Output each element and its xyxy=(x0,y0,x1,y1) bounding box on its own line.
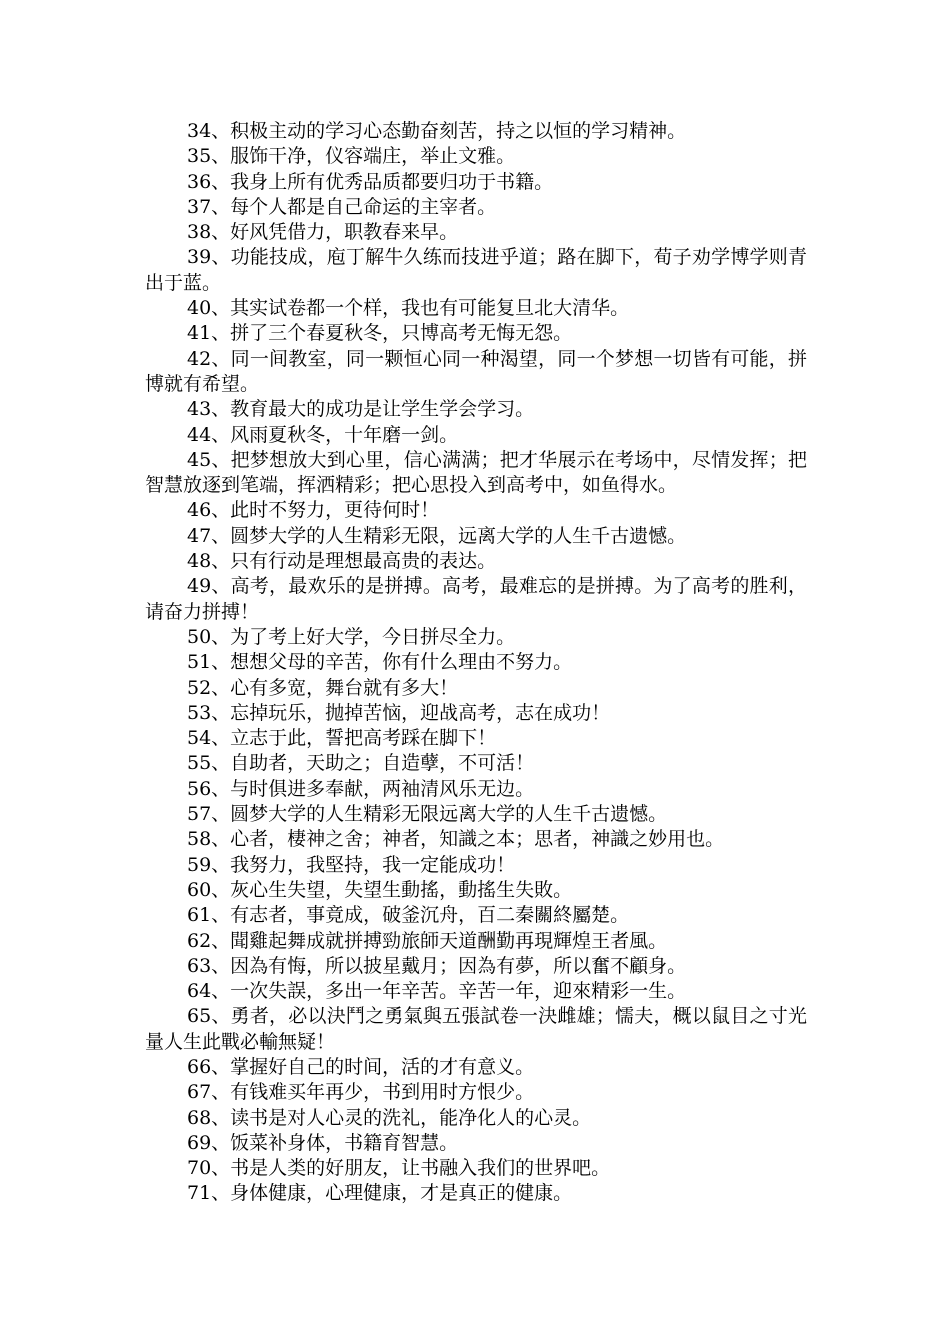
list-item: 45、把梦想放大到心里，信心满满；把才华展示在考场中，尽情发挥；把智慧放逐到笔端，挥洒精彩；把心思投入到高考中，如鱼得水。 xyxy=(145,448,807,497)
list-item: 40、其实试卷都一个样，我也有可能复旦北大清华。 xyxy=(187,297,630,320)
document-body xyxy=(145,119,807,1207)
list-item: 42、同一间教室，同一颗恒心同一种渴望，同一个梦想一切皆有可能，拼博就有希望。 xyxy=(145,347,807,395)
list-item: 35、服饰干净，仪容端庄，举止文雅。 xyxy=(187,145,516,168)
list-item: 43、教育最大的成功是让学生学会学习。 xyxy=(187,398,535,421)
list-item: 36、我身上所有优秀品质都要归功于书籍。 xyxy=(187,170,554,193)
list-item: 59、我努力，我堅持，我一定能成功！ xyxy=(187,853,516,876)
list-item: 56、与时俱进多奉献，两袖清风乐无边。 xyxy=(187,777,535,800)
list-item: 61、有志者，事竟成，破釜沉舟，百二秦關終屬楚。 xyxy=(187,904,630,927)
list-item: 52、心有多宽，舞台就有多大！ xyxy=(187,676,459,699)
list-item: 54、立志于此，誓把高考踩在脚下！ xyxy=(187,727,497,750)
list-item: 58、心者，棲神之舍；神者，知識之本；思者，神識之妙用也。 xyxy=(187,828,725,851)
list-item: 60、灰心生失望，失望生動搖，動搖生失敗。 xyxy=(187,878,573,901)
list-item: 65、勇者，必以決鬥之勇氣與五張試卷一決雌雄；懦夫，概以鼠目之寸光量人生此戰必輸無疑！ xyxy=(145,1005,807,1053)
list-item: 62、聞雞起舞成就拼搏勁旅師天道酬勤再現輝煌王者風。 xyxy=(187,929,668,952)
list-item: 38、好风凭借力，职教春来早。 xyxy=(187,221,459,244)
list-item: 50、为了考上好大学，今日拼尽全力。 xyxy=(187,625,516,648)
list-item: 71、身体健康，心理健康，才是真正的健康。 xyxy=(187,1182,573,1205)
list-item: 68、读书是对人心灵的洗礼，能净化人的心灵。 xyxy=(187,1106,592,1129)
list-item: 49、高考，最欢乐的是拼搏。高考，最难忘的是拼搏。为了高考的胜利，请奋力拼搏！ xyxy=(145,575,807,623)
list-item: 39、功能技成，庖丁解牛久练而技进乎道；路在脚下，荀子劝学博学则青出于蓝。 xyxy=(145,246,807,294)
list-item: 70、书是人类的好朋友，让书融入我们的世界吧。 xyxy=(187,1157,611,1180)
list-item: 48、只有行动是理想最高贵的表达。 xyxy=(187,550,497,573)
list-item: 69、饭菜补身体，书籍育智慧。 xyxy=(187,1131,459,1154)
list-item: 53、忘掉玩乐，抛掉苦恼，迎战高考，志在成功！ xyxy=(187,701,611,724)
list-item: 57、圆梦大学的人生精彩无限远离大学的人生千古遗憾。 xyxy=(187,803,668,826)
list-item: 46、此时不努力，更待何时！ xyxy=(187,499,440,522)
list-item: 37、每个人都是自己命运的主宰者。 xyxy=(187,195,497,218)
list-item: 66、掌握好自己的时间，活的才有意义。 xyxy=(187,1055,535,1078)
list-item: 64、一次失誤，多出一年辛苦。辛苦一年，迎來精彩一生。 xyxy=(187,980,687,1003)
list-item: 34、积极主动的学习心态勤奋刻苦，持之以恒的学习精神。 xyxy=(187,120,687,142)
list-item: 41、拼了三个春夏秋冬，只博高考无悔无怨。 xyxy=(187,322,573,345)
list-item: 47、圆梦大学的人生精彩无限，远离大学的人生千古遗憾。 xyxy=(187,524,687,547)
list-item: 44、风雨夏秋冬，十年磨一剑。 xyxy=(187,423,459,446)
list-item: 55、自助者，天助之；自造孽，不可活！ xyxy=(187,752,535,775)
list-item: 51、想想父母的辛苦，你有什么理由不努力。 xyxy=(187,651,573,674)
list-item: 67、有钱难买年再少，书到用时方恨少。 xyxy=(187,1081,535,1104)
list-item: 63、因為有悔，所以披星戴月；因為有夢，所以奮不顧身。 xyxy=(187,954,687,977)
